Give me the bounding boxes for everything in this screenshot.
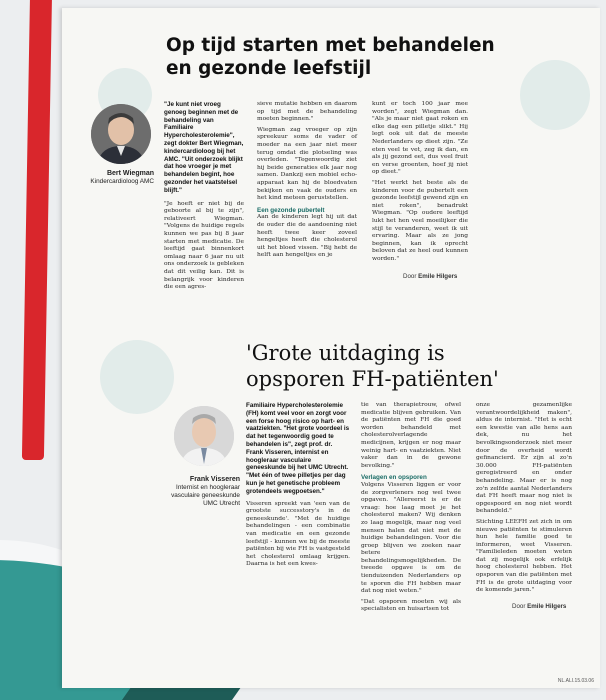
byline-prefix: Door [403, 273, 417, 280]
article2-col3-body1: onze gezamenlijke verantwoordelijkheid maken", aldus de internist. "Het is echt een kwestie van alle hens aan dek, nu het bevolkingsonderzoek niet meer door de overheid wordt gefinancierd. Er zijn al zo'n 30.000 FH-patiënten geregistreerd en onder behandeling. Maar er is nog zo'n zelfde aantal Nederlanders dat FH heeft maar nog niet is opgespoord en nog niet wordt behandeld." [476, 402, 572, 515]
article2-byline [512, 603, 566, 610]
article1-col3-body2: "Het werkt het beste als de kinderen voor de pubertelt een gezonde leefstijl gewend zijn en niet roken", benadrukt Wiegman. "Op oudere leeftijd lukt het hen veel moeilijker die stijl te veranderen, weet ik uit ervaring. Maar als ze jong beginnen, kan ik oprecht beloven dat ze heel oud kunnen worden." [372, 179, 468, 262]
article1-person-role: Kindercardioloog AMC [90, 178, 154, 185]
article2-role-line: vasculaire geneeskunde [171, 492, 240, 499]
article1-caption [66, 170, 154, 186]
article1-person-name: Bert Wiegman [106, 170, 154, 177]
byline-name: Emile Hilgers [527, 603, 567, 610]
article2-role-line: UMC Utrecht [203, 500, 240, 507]
article1-column-3 [372, 101, 468, 266]
article2-lead: Familiaire Hypercholesterolemie (FH) komt veel voor en zorgt voor een forse hoog risico op hart- en vaatziekten. "Het grote voordeel is dat het tegenwoordig goed te behandelen is", zegt prof. dr. Frank Visseren, internist en hoogleraar vasculaire geneeskunde bij het UMC Utrecht. "Met één of twee pilletjes per dag kun je het genetische probleem grotendeels wegpoetsen." [246, 402, 350, 495]
portrait-frank-visseren [174, 406, 234, 466]
article1-col3-body1: kunt er toch 100 jaar mee worden", zegt Wiegman dan. "Als je maar niet gaat roken en elke dag een pilletje slikt." Hij legt ook uit dat de meeste Nederlanders op dieet zijn. "Ze eten veel te vet, zeg ik dan, en als jij gezond eet, dus veel fruit en verse groenten, hoef jij niet op dieet." [372, 101, 468, 176]
article1-col2-body2: Wiegman zag vroeger op zijn spreekuur soms de vader of moeder na een jaar niet meer terug omdat die plotseling was overleden. "Tegenwoordig ziet hij beide generaties elk jaar nog samen. Dankzij een mobiel echo-apparaat kan hij de bloedvaten bekijken en vaak de ouders en het kind meteen geruststellen. [257, 126, 357, 202]
portrait-bert-wiegman [91, 104, 151, 164]
article1-byline [403, 273, 457, 280]
article2-column-3 [476, 402, 572, 598]
article1-col1-body: "Je hoeft er niet bij de geboorte al bij te zijn", relativeert Wiegman. "Volgens de huidige regels kunnen we pas bij 8 jaar starten met medicatie. De leeftijd gaat binnenkort omlaag naar 6 jaar nu uit ons onderzoek is gebleken dat dit veilig kan. Dit is belangrijk voor kinderen die een agres- [164, 200, 244, 291]
article2-col2-body3: "Dat opsporen moeten wij als specialisten en huisartsen tot [361, 598, 461, 613]
article1-lead: "Je kunt niet vroeg genoeg beginnen met de behandeling van Familiaire Hypercholesterolemie", zegt dokter Bert Wiegman, kindercardioloog bij het AMC. "Uit onderzoek blijkt dat hoe vroeger je met behandelen begint, hoe gezonder het vaatstelsel blijft." [164, 101, 244, 194]
article2-subheading: Verlagen en opsporen [361, 474, 427, 482]
article2-col1-body: Visseren spreekt van 'een van de grootste successtory's in de geneeskunde'. "Met de huidige behandelingen - een combinatie van medicatie en een gezonde leefstijl - kunnen we bij de meeste patiënten bij wie FH is vastgesteld het cholesterol omlaag krijgen. Daarna is het een kwes- [246, 500, 350, 568]
article2-role-line: Internist en hoogleraar [176, 484, 240, 491]
decorative-circle [100, 340, 174, 414]
article2-caption [160, 476, 240, 508]
article2-col2-body2: Volgens Visseren liggen er voor de zorgverleners nog wel twee opgaven. "Allereerst is er de vraag: hoe laag moet je het cholesterol maken? Wij denken zo laag mogelijk, maar nog veel mensen halen dat niet met de huidige behandelingen. Voor die groep blijven we zoeken naar betere behandelingsmogelijkheden. De tweede opgave is om de tienduizenden Nederlanders op te sporen die FH hebben maar dat nog niet weten." [361, 481, 461, 595]
article2-column-2 [361, 402, 461, 617]
article2-col2-body1: tie van therapietrouw, ofwel medicatie blijven gebruiken. Van de patiënten met FH die goed worden behandeld met cholesterolverlagende medicijnen, krijgen er nog maar weinig hart- en vaatziekten. Niet vaker dan in de gewone bevolking." [361, 402, 461, 469]
article2-headline: 'Grote uitdaging is opsporen FH-patiënten' [246, 341, 499, 391]
article1-column-1 [164, 101, 244, 295]
article2-person-name: Frank Visseren [189, 476, 240, 483]
article1-col2-body1: sieve mutatie hebben en daarom op tijd met de behandeling moeten beginnen." [257, 101, 357, 123]
article2-column-1 [246, 402, 350, 572]
article2-col3-body2: Stichting LEEFH zet zich in om nieuwe patiënten te stimuleren hun hele familie goed te informeren, weet Visseren. "Familieleden moeten weten dat zij mogelijk ook erfelijk hoog cholesterol hebben. Het opsporen van die patiënten met FH is de grote uitdaging voor de komende jaren." [476, 518, 572, 594]
person-photo-icon [91, 104, 151, 164]
article1-headline: Op tijd starten met behandelen en gezonde leefstijl [166, 35, 495, 79]
decorative-red-bar [22, 0, 52, 460]
byline-name: Emile Hilgers [418, 273, 458, 280]
decorative-circle [520, 60, 590, 130]
byline-prefix: Door [512, 603, 526, 610]
footer-code: NL.ALI.15.03.06 [557, 678, 594, 684]
person-photo-icon [174, 406, 234, 466]
article1-subheading: Een gezonde pubertelt [257, 206, 325, 214]
article1-col2-body3: Aan de kinderen legt hij uit dat de ouder die de aandoening niet heeft twee keer zoveel hengeltjes heeft die cholesterol uit het bloed vissen. "Bij hebt de helft aan hengeltjes en je [257, 214, 357, 259]
article1-column-2 [257, 101, 357, 263]
